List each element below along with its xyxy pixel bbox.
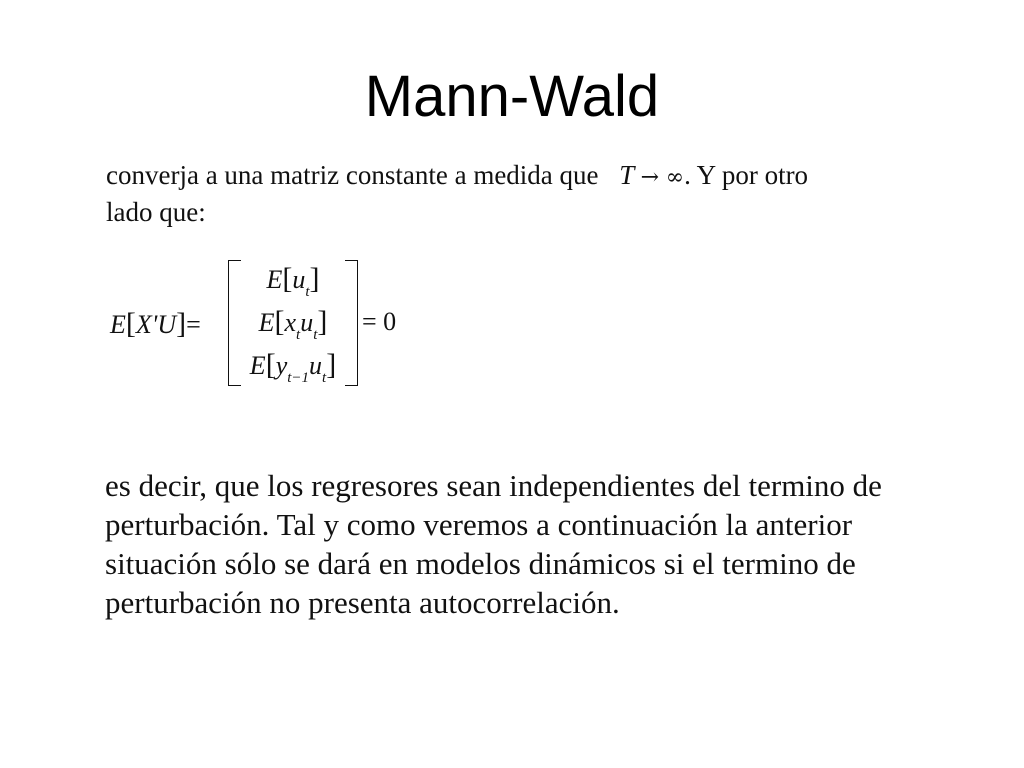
body-paragraph: [105, 466, 985, 622]
lhs-equals: =: [186, 310, 201, 339]
row3-open: [: [265, 348, 276, 381]
intro-line-2: lado que:: [106, 197, 206, 227]
arrow-symbol: →: [640, 165, 659, 190]
lhs-expectation: E: [110, 310, 126, 339]
row1-close: ]: [309, 262, 320, 295]
expectation-matrix: [228, 260, 358, 388]
row1-var: u: [292, 265, 306, 294]
paragraph-line-4: perturbación no presenta autocorrelación.: [105, 585, 620, 620]
row3-sub1: t−1: [287, 370, 310, 386]
row3-var2: u: [309, 351, 323, 380]
intro-text: [106, 158, 906, 229]
row2-var2: u: [300, 308, 314, 337]
row3-var1: y: [275, 351, 288, 380]
paragraph-line-1: es decir, que los regresores sean independientes del termino de: [105, 468, 882, 503]
lhs-open-bracket: [: [125, 307, 136, 340]
row1-open: [: [282, 262, 293, 295]
intro-line-1: [106, 158, 906, 195]
infinity-symbol: ∞: [665, 165, 685, 190]
row2-sub1: t: [296, 327, 301, 343]
slide-title: Mann-Wald: [364, 64, 660, 129]
paragraph-line-2: perturbación. Tal y como veremos a continuación la anterior: [105, 507, 853, 542]
equation-rhs: = 0: [362, 307, 397, 336]
row2-open: [: [274, 305, 285, 338]
paragraph-line-3: situación sólo se dará en modelos dinámicos si el termino de: [105, 546, 856, 581]
row2-sub2: t: [313, 327, 318, 343]
limit-expression: [619, 160, 684, 190]
matrix-row-1: [244, 262, 342, 300]
row2-expectation: E: [258, 308, 275, 337]
math-T: T: [619, 160, 634, 190]
row2-close: ]: [317, 305, 328, 338]
lhs-close-bracket: ]: [176, 307, 187, 340]
matrix-left-bracket: [228, 260, 241, 386]
lhs-body: X'U: [135, 310, 177, 339]
expectation-equation: [110, 258, 450, 388]
row2-var1: x: [284, 308, 297, 337]
intro-text-after: . Y por otro: [684, 160, 809, 190]
row3-close: ]: [326, 348, 337, 381]
matrix-right-bracket: [345, 260, 358, 386]
equation-lhs: [110, 307, 201, 341]
row1-sub: t: [305, 284, 310, 300]
row3-expectation: E: [249, 351, 266, 380]
matrix-row-2: [244, 305, 342, 343]
intro-text-before: converja a una matriz constante a medida que: [106, 160, 599, 190]
row1-expectation: E: [266, 265, 283, 294]
row3-sub2: t: [322, 370, 327, 386]
matrix-row-3: [244, 348, 342, 386]
